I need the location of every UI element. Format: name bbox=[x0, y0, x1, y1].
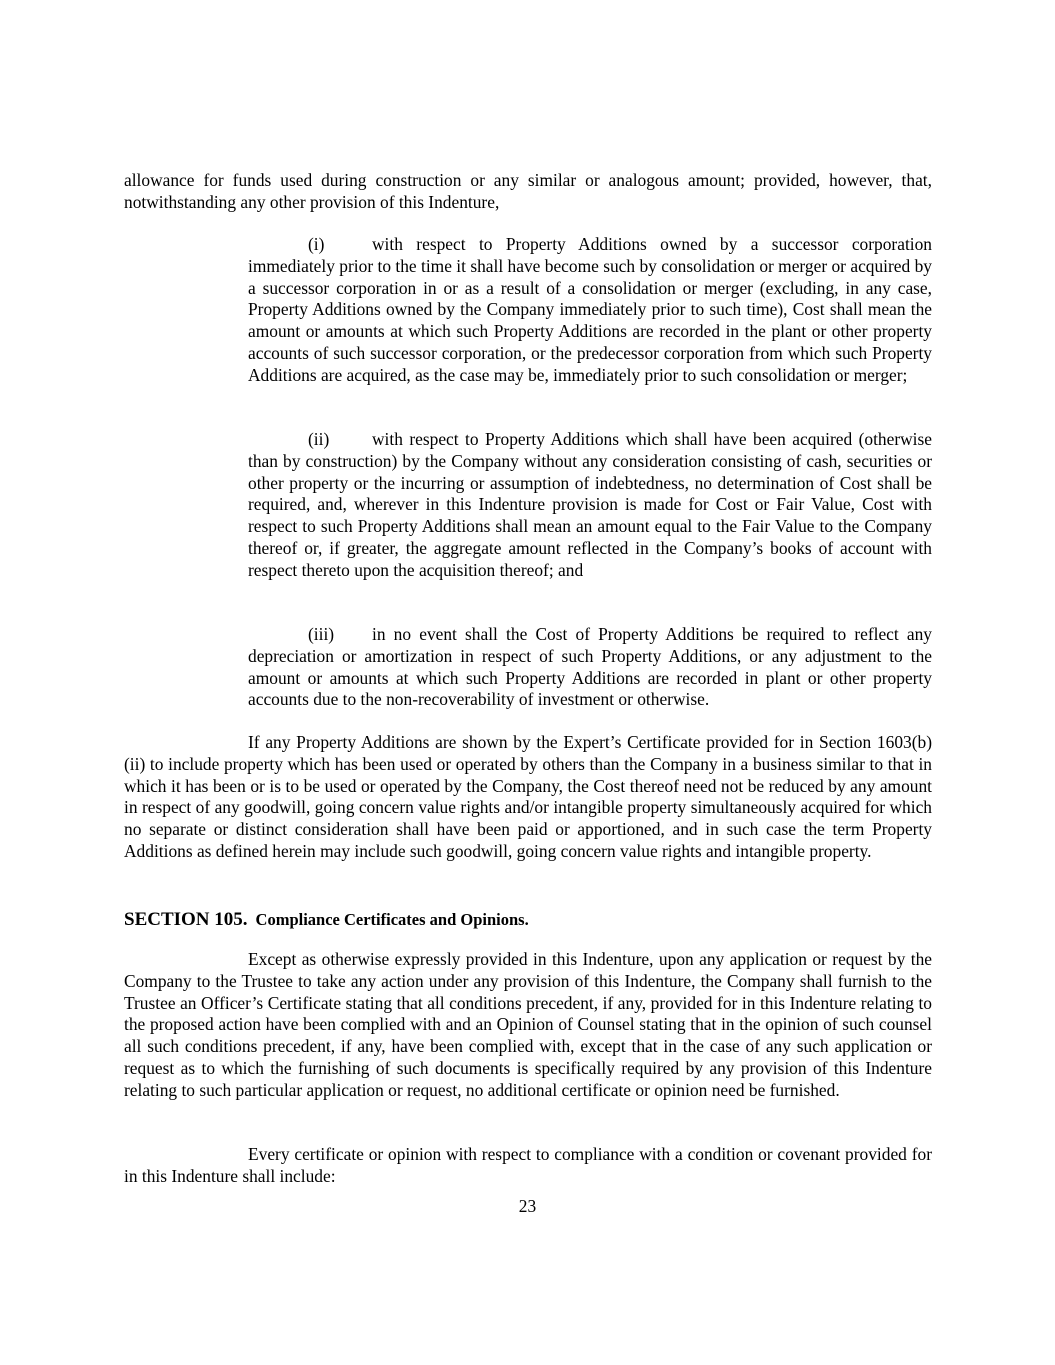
clause-marker: (i) bbox=[308, 234, 325, 254]
clause-ii bbox=[248, 429, 932, 582]
section-paragraph-2: Every certificate or opinion with respect to compliance with a condition or covenant provided for in this Indenture shall include: bbox=[124, 1144, 932, 1186]
page-number: 23 bbox=[518, 1196, 537, 1216]
clause-text: with respect to Property Additions which shall have been acquired (otherwise than by construction) by the Company without any consideration consisting of cash, securities or other property or the incurring or assumption of indebtedness, no determination of Cost shall be required, and, wherever in this Indenture provision is made for Cost or Fair Value, Cost with respect to such Property Additions shall mean an amount equal to the Fair Value to the Company thereof or, if greater, the aggregate amount reflected in the Company’s books of account with respect thereto upon the acquisition thereof; and bbox=[248, 429, 932, 580]
section-heading bbox=[124, 905, 932, 932]
section-number: SECTION 105. bbox=[124, 909, 248, 930]
continuation-paragraph: allowance for funds used during construction or any similar or analogous amount; provided, however, that, notwithstanding any other provision of this Indenture, bbox=[124, 170, 932, 212]
clause-text: with respect to Property Additions owned by a successor corporation immediately prior to the time it shall have become such by consolidation or merger or acquired by a successor corporation in or as a result of a consolidation or merger (excluding, in any case, Property Additions owned by the Company immediately prior to such time), Cost shall mean the amount or amounts at which such Property Additions are recorded in the plant or other property accounts of such successor corporation, or the predecessor corporation from which such Property Additions are acquired, as the case may be, immediately prior to such consolidation or merger; bbox=[248, 234, 932, 385]
clause-text: in no event shall the Cost of Property Additions be required to reflect any depreciation or amortization in respect of such Property Additions, or any adjustment to the amount or amounts at which such Property Additions are recorded in plant or other property accounts due to the non-recoverability of investment or otherwise. bbox=[248, 624, 932, 710]
clause-i bbox=[248, 234, 932, 387]
section-paragraph-1: Except as otherwise expressly provided in this Indenture, upon any application or request by the Company to the Trustee to take any action under any provision of this Indenture, the Company shall furnish to the Trustee an Officer’s Certificate stating that all conditions precedent, if any, provided for in this Indenture relating to the proposed action have been complied with and an Opinion of Counsel stating that in the opinion of such counsel all such conditions precedent, if any, have been complied with, except that in the case of any such application or request as to which the furnishing of such documents is specifically required by any provision of this Indenture relating to such particular application or request, no additional certificate or opinion need be furnished. bbox=[124, 949, 932, 1100]
goodwill-paragraph: If any Property Additions are shown by the Expert’s Certificate provided for in Section 1603(b)(ii) to include property which has been used or operated by others than the Company in a business similar to that in which it has been or is to be used or operated by the Company, the Cost thereof need not be reduced by any amount in respect of any goodwill, going concern value rights and/or intangible property simultaneously acquired for which no separate or distinct consideration shall have been paid or apportioned, and in such case the term Property Additions as defined herein may include such goodwill, going concern value rights and intangible property. bbox=[124, 732, 932, 861]
section-title: Compliance Certificates and Opinions. bbox=[255, 910, 529, 929]
clause-iii bbox=[248, 624, 932, 711]
clause-marker: (iii) bbox=[308, 624, 335, 644]
clause-marker: (ii) bbox=[308, 429, 330, 449]
